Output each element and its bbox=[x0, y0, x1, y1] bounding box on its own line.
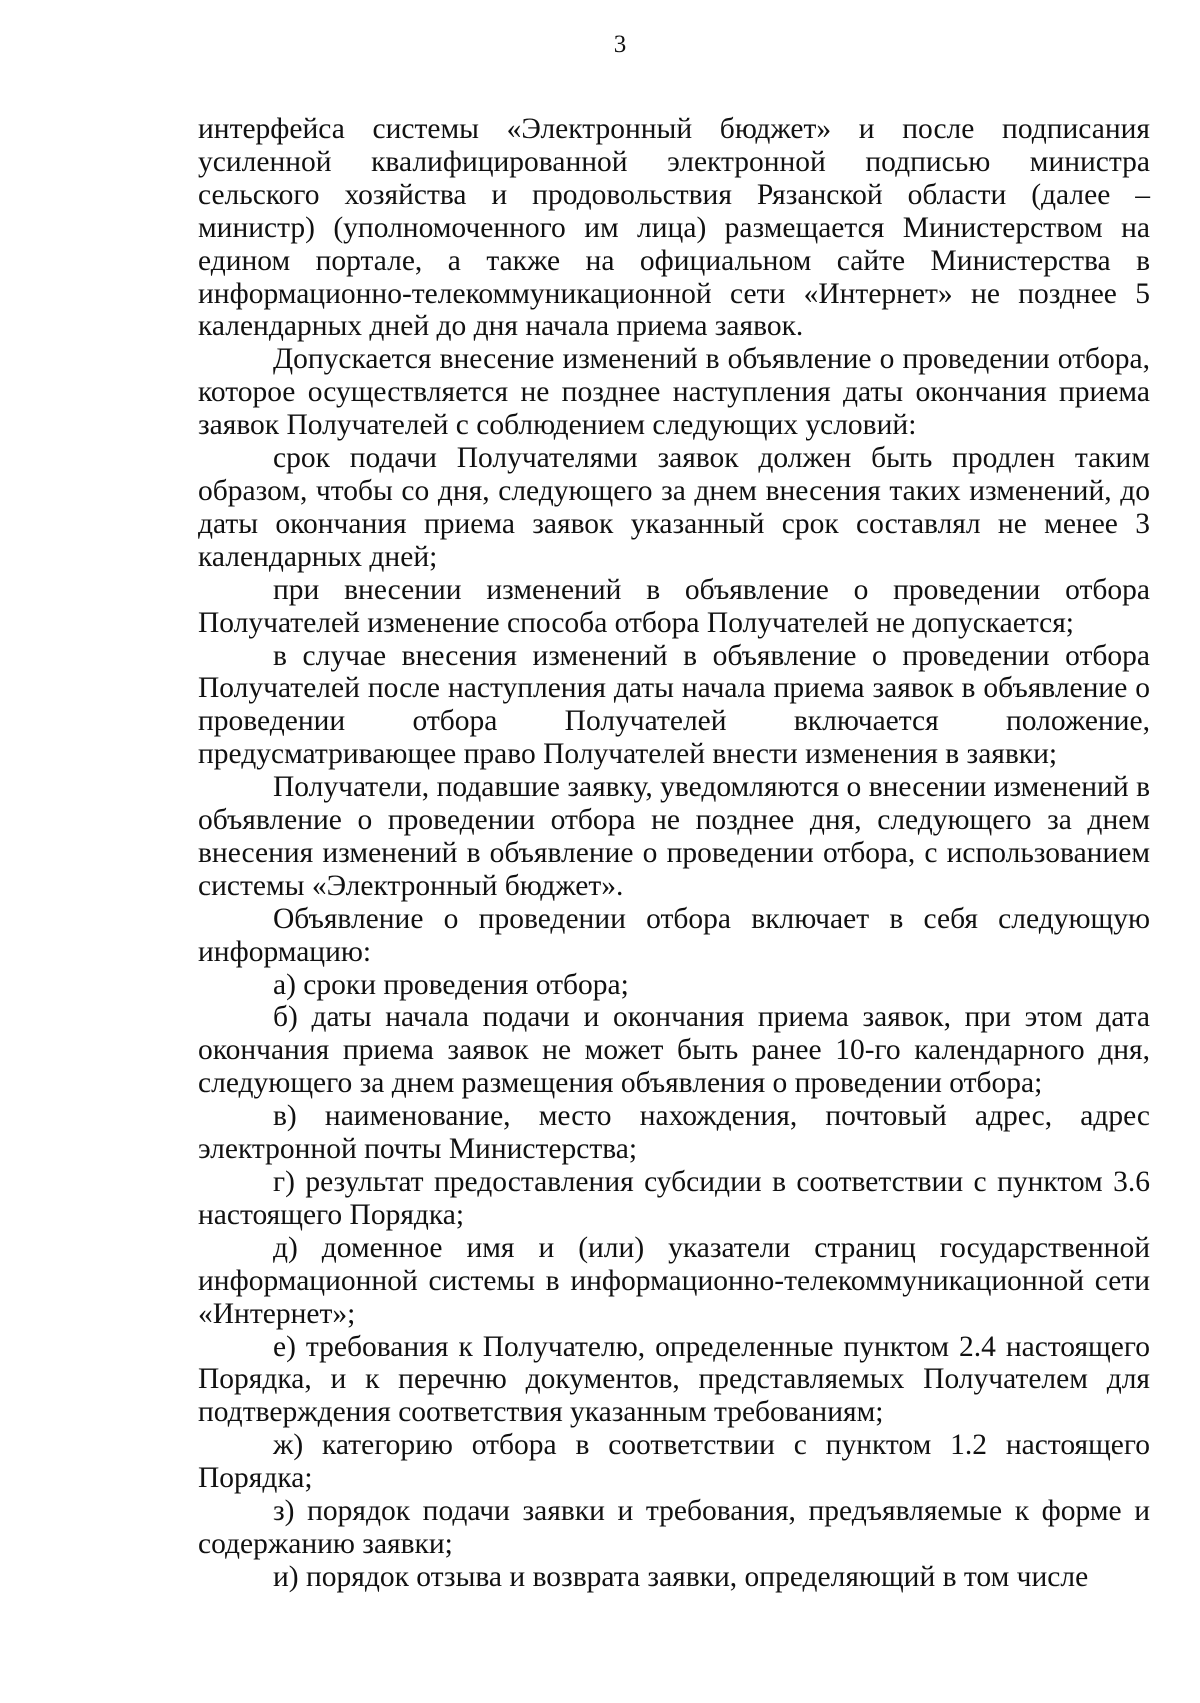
paragraph-condition-deadline: срок подачи Получателями заявок должен быть продлен таким образом, чтобы со дня, следующего за днем внесения таких изменений, до даты окончания приема заявок указанный срок составлял не менее 3 календарных дней; bbox=[198, 442, 1150, 573]
paragraph-continuation: интерфейса системы «Электронный бюджет» и после подписания усиленной квалифицированной электронной подписью министра сельского хозяйства и продовольствия Рязанской области (далее – министр) (уполномоченного им лица) размещается Министерством на едином портале, а также на официальном сайте Министерства в информационно-телекоммуникационной сети «Интернет» не позднее 5 календарных дней до дня начала приема заявок. bbox=[198, 113, 1150, 343]
paragraph-condition-after-start: в случае внесения изменений в объявление о проведении отбора Получателей после наступления даты начала приема заявок в объявление о проведении отбора Получателей включается положение, предусматривающее право Получателей внести изменения в заявки; bbox=[198, 639, 1150, 771]
list-item-a: а) сроки проведения отбора; bbox=[273, 968, 629, 1001]
document-body bbox=[198, 113, 1150, 1594]
list-item-z: з) порядок подачи заявки и требования, предъявляемые к форме и содержанию заявки; bbox=[198, 1495, 1150, 1560]
list-item-e: е) требования к Получателю, определенные пунктом 2.4 настоящего Порядка, и к перечню документов, представляемых Получателем для подтверждения соответствия указанным требованиям; bbox=[198, 1330, 1150, 1429]
paragraph-changes-allowed: Допускается внесение изменений в объявление о проведении отбора, которое осуществляется не позднее наступления даты окончания приема заявок Получателей с соблюдением следующих условий: bbox=[198, 343, 1150, 442]
paragraph-announcement-includes: Объявление о проведении отбора включает в себя следующую информацию: bbox=[198, 902, 1150, 968]
list-item-g: г) результат предоставления субсидии в соответствии с пунктом 3.6 настоящего Порядка; bbox=[198, 1166, 1150, 1231]
list-item-zh: ж) категорию отбора в соответствии с пунктом 1.2 настоящего Порядка; bbox=[198, 1429, 1150, 1495]
list-item-i: и) порядок отзыва и возврата заявки, определяющий в том числе bbox=[273, 1560, 1089, 1593]
list-item-d: д) доменное имя и (или) указатели страниц государственной информационной системы в информационно-телекоммуникационной сети «Интернет»; bbox=[198, 1231, 1150, 1330]
paragraph-condition-method: при внесении изменений в объявление о проведении отбора Получателей изменение способа отбора Получателей не допускается; bbox=[198, 573, 1150, 639]
paragraph-notification: Получатели, подавшие заявку, уведомляются о внесении изменений в объявление о проведении отбора не позднее дня, следующего за днем внесения изменений в объявление о проведении отбора, с использованием системы «Электронный бюджет». bbox=[198, 771, 1150, 902]
list-item-v: в) наименование, место нахождения, почтовый адрес, адрес электронной почты Министерства; bbox=[198, 1100, 1150, 1166]
list-item-b: б) даты начала подачи и окончания приема заявок, при этом дата окончания приема заявок не может быть ранее 10-го календарного дня, следующего за днем размещения объявления о проведении отбора; bbox=[198, 1001, 1150, 1100]
page-number: 3 bbox=[613, 31, 627, 58]
